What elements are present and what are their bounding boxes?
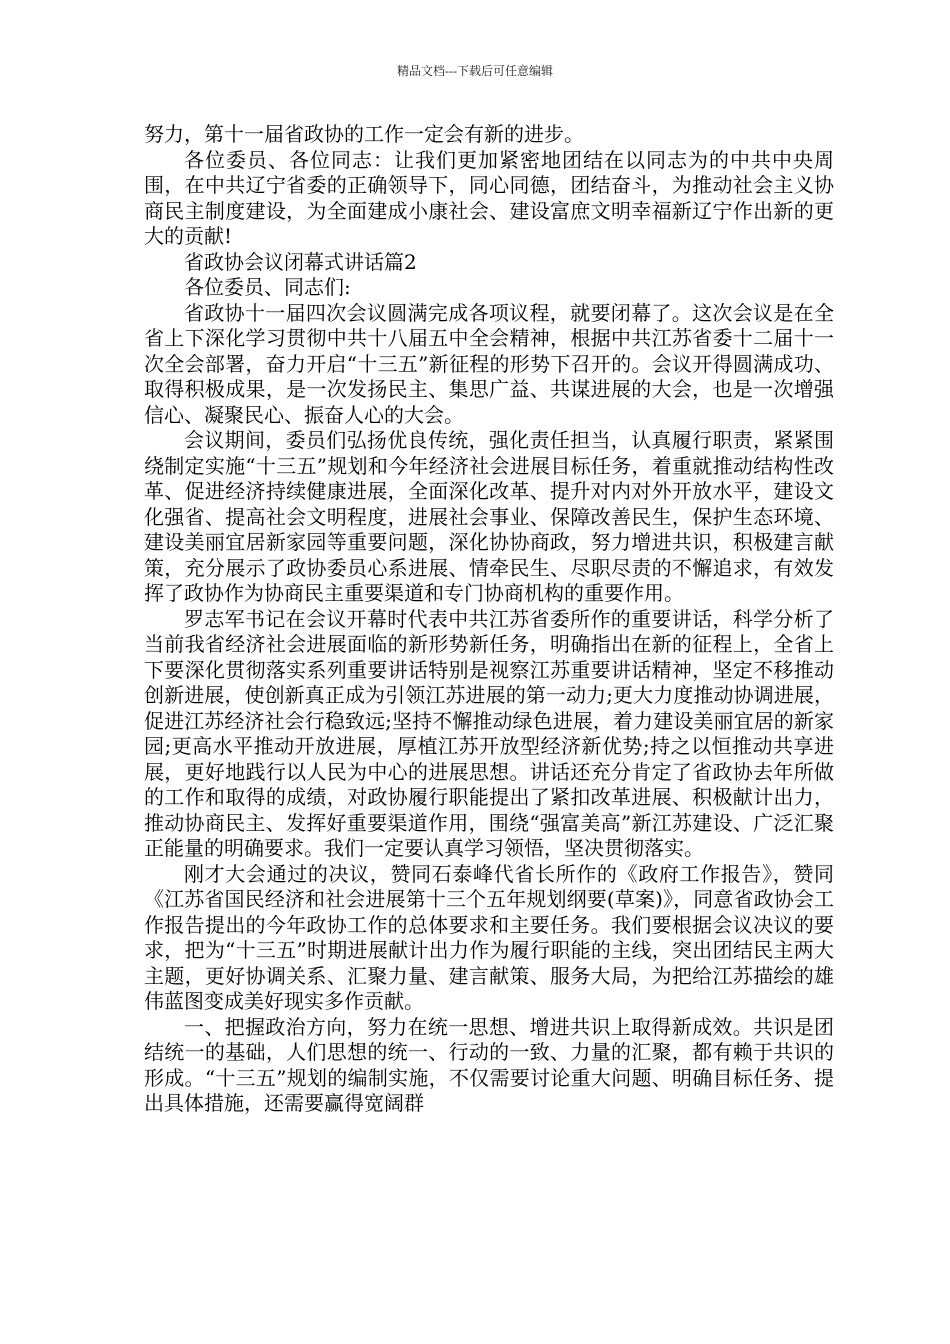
page-header: 精品文档---下载后可任意编辑	[397, 64, 553, 78]
document-body	[144, 122, 834, 1117]
section-title: 省政协会议闭幕式讲话篇2	[184, 249, 417, 274]
paragraph-2: 各位委员、各位同志：让我们更加紧密地团结在以同志为的中共中央周围，在中共辽宁省委的正确领导下，同心同德，团结奋斗，为推动社会主义协商民主制度建设，为全面建成小康社会、建设富庶文明幸福新辽宁作出新的更大的贡献!	[144, 147, 834, 248]
paragraph-1: 努力，第十一届省政协的工作一定会有新的进步。	[144, 122, 584, 146]
paragraph-9: 一、把握政治方向，努力在统一思想、增进共识上取得新成效。共识是团结统一的基础，人们思想的统一、行动的一致、力量的汇聚，都有赖于共识的形成。“十三五”规划的编制实施，不仅需要讨论重大问题、明确目标任务、提出具体措施，还需要赢得宽阔群	[144, 1014, 834, 1115]
paragraph-6: 会议期间，委员们弘扬优良传统，强化责任担当，认真履行职责，紧紧围绕制定实施“十三五”规划和今年经济社会进展目标任务，着重就推动结构性改革、促进经济持续健康进展，全面深化改革、提升对内对外开放水平，建设文化强省、提高社会文明程度，进展社会事业、保障改善民生，保护生态环境、建设美丽宜居新家园等重要问题，深化协协商政，努力增进共识，积极建言献策，充分展示了政协委员心系进展、情牵民生、尽职尽责的不懈追求，有效发挥了政协作为协商民主重要渠道和专门协商机构的重要作用。	[144, 428, 834, 605]
paragraph-7: 罗志军书记在会议开幕时代表中共江苏省委所作的重要讲话，科学分析了当前我省经济社会进展面临的新形势新任务，明确指出在新的征程上，全省上下要深化贯彻落实系列重要讲话特别是视察江苏重要讲话精神，坚定不移推动创新进展，使创新真正成为引领江苏进展的第一动力;更大力度推动协调进展，促进江苏经济社会行稳致远;坚持不懈推动绿色进展，着力建设美丽宜居的新家园;更高水平推动开放进展，厚植江苏开放型经济新优势;持之以恒推动共享进展，更好地践行以人民为中心的进展思想。讲话还充分肯定了省政协去年所做的工作和取得的成绩，对政协履行职能提出了紧扣改革进展、积极献计出力，推动协商民主、发挥好重要渠道作用，围绕“强富美高”新江苏建设、广泛汇聚正能量的明确要求。我们一定要认真学习领悟，坚决贯彻落实。	[144, 606, 834, 860]
paragraph-8: 刚才大会通过的决议，赞同石泰峰代省长所作的《政府工作报告》，赞同《江苏省国民经济和社会进展第十三个五年规划纲要(草案)》，同意省政协会工作报告提出的今年政协工作的总体要求和主要任务。我们要根据会议决议的要求，把为“十三五”时期进展献计出力作为履行职能的主线，突出团结民主两大主题，更好协调关系、汇聚力量、建言献策、服务大局，为把给江苏描绘的雄伟蓝图变成美好现实多作贡献。	[144, 861, 834, 1013]
salutation: 各位委员、同志们:	[184, 275, 351, 299]
paragraph-5: 省政协十一届四次会议圆满完成各项议程，就要闭幕了。这次会议是在全省上下深化学习贯彻中共十八届五中全会精神，根据中共江苏省委十二届十一次全会部署，奋力开启“十三五”新征程的形势下召开的。会议开得圆满成功、取得积极成果，是一次发扬民主、集思广益、共谋进展的大会，也是一次增强信心、凝聚民心、振奋人心的大会。	[144, 300, 834, 427]
